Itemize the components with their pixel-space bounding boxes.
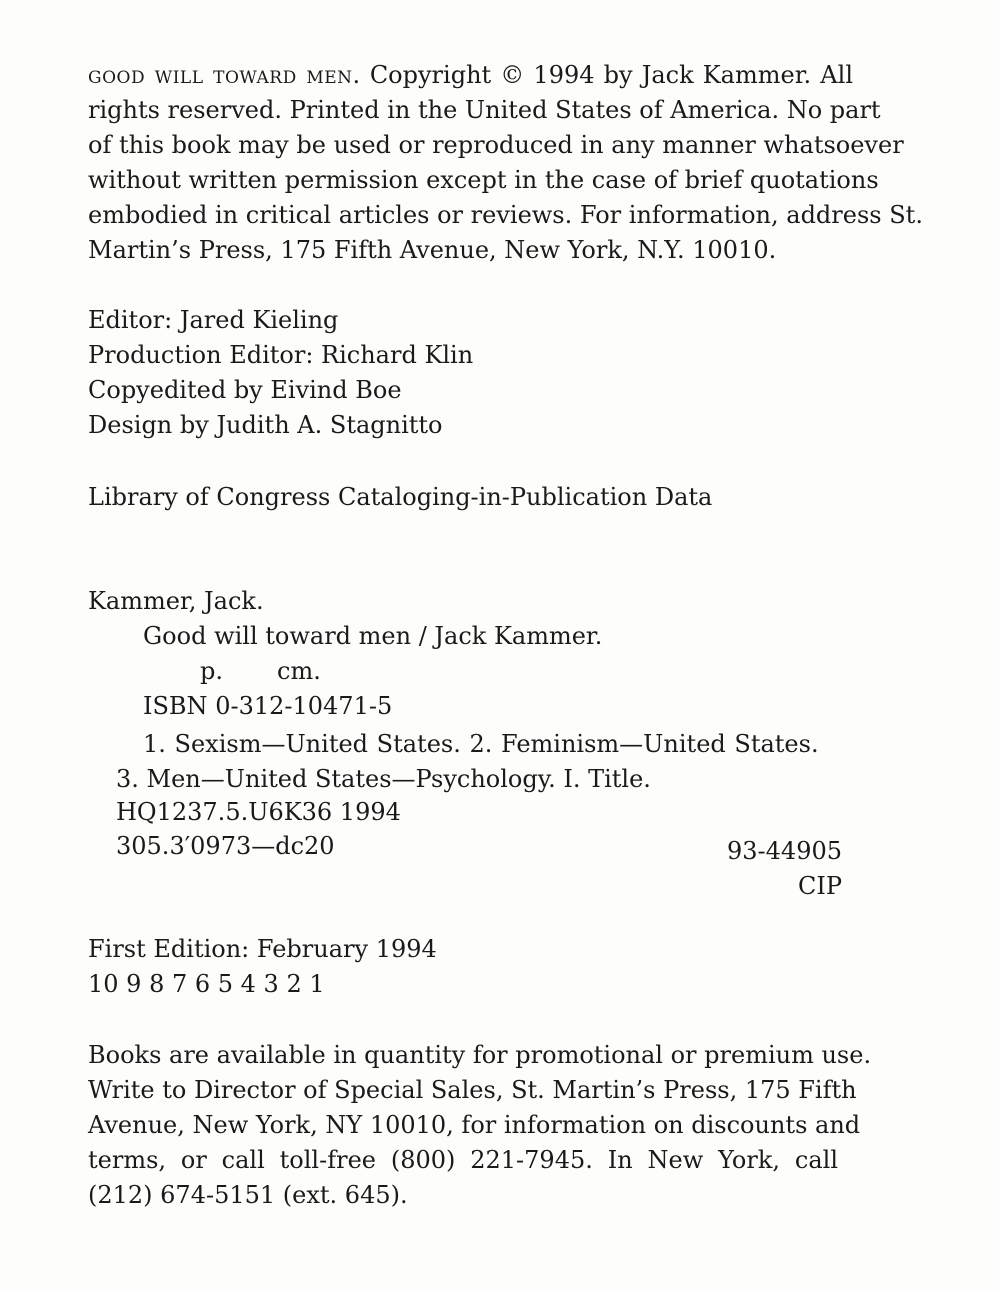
sales-line-5: (212) 674-5151 (ext. 645). xyxy=(88,1181,408,1209)
copyright-line-3: of this book may be used or reproduced in any manner whatsoever xyxy=(88,131,904,159)
edition-block xyxy=(88,932,437,1002)
cip-pages: p. xyxy=(200,657,223,685)
copyright-line-6: Martin’s Press, 175 Fifth Avenue, New York, N.Y. 10010. xyxy=(88,236,777,264)
copyright-line-2: rights reserved. Printed in the United States of America. No part xyxy=(88,96,881,124)
book-title-smallcaps: good will toward men. xyxy=(88,61,361,89)
copyeditor-credit: Copyedited by Eivind Boe xyxy=(88,376,402,404)
special-sales-notice xyxy=(88,1038,872,1213)
production-editor-credit: Production Editor: Richard Klin xyxy=(88,341,474,369)
cip-subjects-line-1: 1. Sexism—United States. 2. Feminism—United States. xyxy=(143,730,819,758)
cip-title: Good will toward men / Jack Kammer. xyxy=(143,622,603,650)
copyright-notice xyxy=(88,58,923,268)
first-edition-date: First Edition: February 1994 xyxy=(88,935,437,963)
copyright-line-5: embodied in critical articles or reviews. For information, address St. xyxy=(88,201,923,229)
credits-block xyxy=(88,303,473,443)
cip-label: CIP xyxy=(798,872,842,900)
cip-author: Kammer, Jack. xyxy=(88,587,264,615)
cip-size: cm. xyxy=(277,657,321,685)
sales-line-3: Avenue, New York, NY 10010, for information on discounts and xyxy=(88,1111,861,1139)
cip-lc-class: HQ1237.5.U6K36 1994 xyxy=(116,798,401,826)
cip-dewey: 305.3′0973—dc20 xyxy=(116,832,335,860)
cip-isbn: ISBN 0-312-10471-5 xyxy=(143,692,393,720)
printing-line: 10 9 8 7 6 5 4 3 2 1 xyxy=(88,970,325,998)
sales-line-4: terms, or call toll-free (800) 221-7945. In New York, call xyxy=(88,1146,838,1174)
sales-line-1: Books are available in quantity for promotional or premium use. xyxy=(88,1041,872,1069)
design-credit: Design by Judith A. Stagnitto xyxy=(88,411,443,439)
cip-lccn: 93-44905 xyxy=(727,837,842,865)
editor-credit: Editor: Jared Kieling xyxy=(88,306,339,334)
cataloging-heading: Library of Congress Cataloging-in-Publication Data xyxy=(88,483,713,511)
cip-subjects-line-2: 3. Men—United States—Psychology. I. Title. xyxy=(116,765,651,793)
copyright-line-1: good will toward men. Copyright © 1994 by Jack Kammer. All xyxy=(88,61,853,89)
copyright-line-4: without written permission except in the case of brief quotations xyxy=(88,166,879,194)
sales-line-2: Write to Director of Special Sales, St. Martin’s Press, 175 Fifth xyxy=(88,1076,857,1104)
